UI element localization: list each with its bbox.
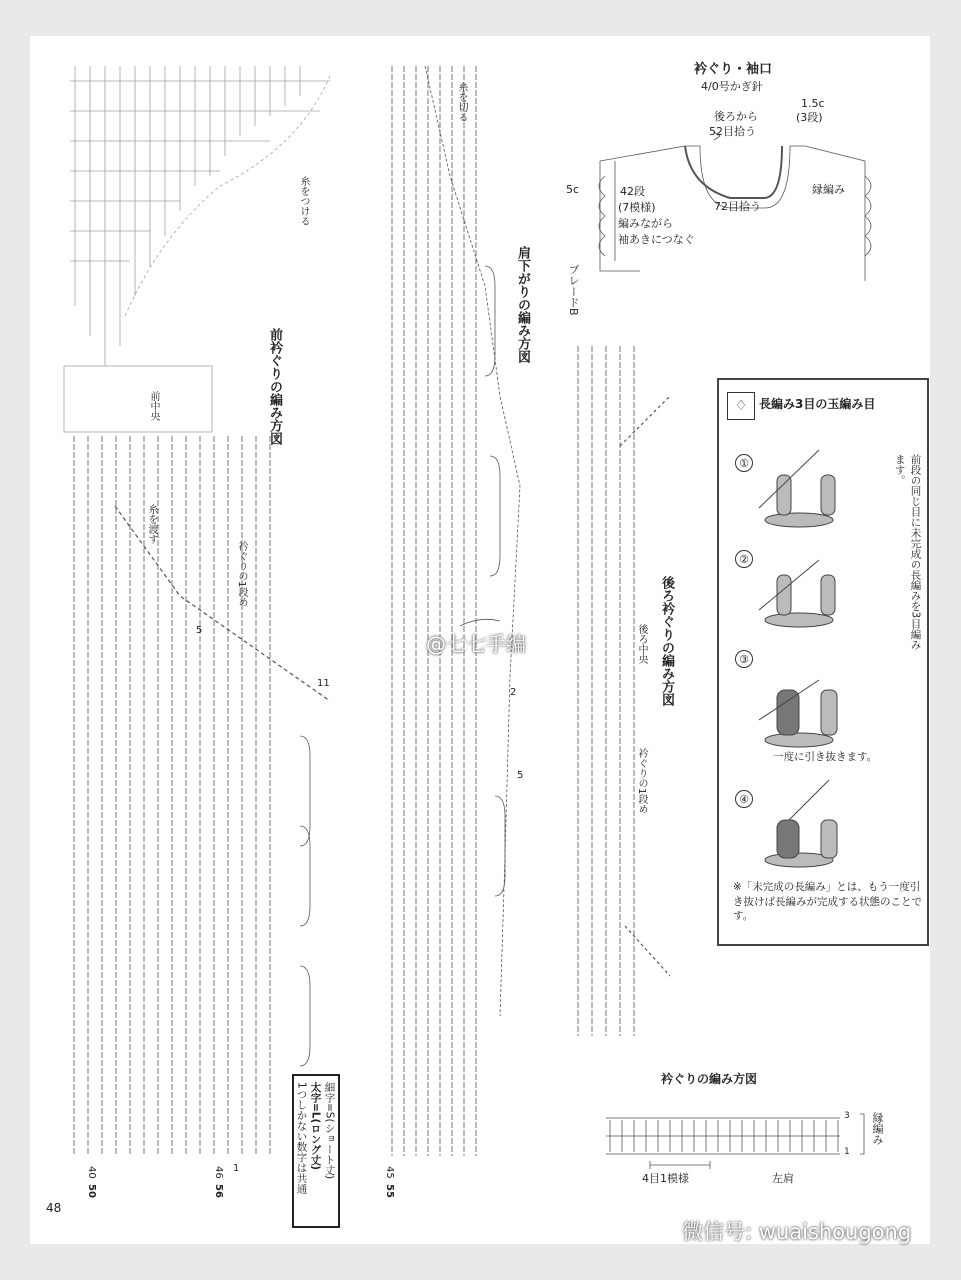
page-number: 48 bbox=[46, 1201, 62, 1215]
size-note-box bbox=[292, 1074, 340, 1228]
puff-stitch-legend bbox=[717, 378, 929, 946]
row-count: 42段 bbox=[620, 185, 645, 198]
puff-stitch-symbol-icon: ♢ bbox=[727, 392, 755, 420]
row-2-label: 2 bbox=[510, 687, 517, 698]
row-3-label: 3 bbox=[844, 1111, 850, 1121]
neck-row1-label: 衿ぐりの1段め bbox=[236, 541, 247, 608]
back-center-label: 後ろ中央 bbox=[636, 624, 647, 664]
left-height: 5c bbox=[566, 183, 580, 196]
front-pick-count: 72目拾う bbox=[714, 200, 761, 213]
bottom-watermark: 微信号: wuaishougong bbox=[682, 1220, 912, 1244]
cut-yarn-label: 糸を切る bbox=[456, 82, 467, 122]
edging-rows-label: 縁編み bbox=[871, 1112, 884, 1145]
edge-rows: (3段) bbox=[796, 111, 823, 124]
attach-yarn-label: 糸をつける bbox=[298, 176, 309, 226]
pattern-page bbox=[30, 36, 930, 1244]
row-5b-label: 5 bbox=[517, 770, 524, 781]
front-neck-chart-title: 前衿ぐりの編み方図 bbox=[267, 328, 282, 445]
stitch-illustrations bbox=[719, 380, 931, 948]
back-neck-chart-title: 後ろ衿ぐりの編み方図 bbox=[659, 576, 674, 706]
edge-height: 1.5c bbox=[801, 97, 825, 110]
left-shoulder-label: 左肩 bbox=[772, 1172, 794, 1185]
legend-title: 長編み3目の玉編み目 bbox=[759, 397, 876, 411]
front-center-label: 前中央 bbox=[148, 391, 159, 421]
repeat-count: (7模様) bbox=[618, 201, 656, 214]
step-4-number: ④ bbox=[735, 790, 753, 808]
back-neck-row1-label: 衿ぐりの1段め bbox=[636, 748, 647, 815]
neckband-chart-title: 衿ぐりの編み方図 bbox=[661, 1072, 758, 1086]
neck-cuff-title: 衿ぐり・袖口 bbox=[694, 62, 773, 77]
step-1-number: ① bbox=[735, 454, 753, 472]
count-40: 40 bbox=[86, 1166, 97, 1179]
back-pick-label: 後ろから bbox=[714, 110, 758, 123]
carry-yarn-label: 糸を渡す bbox=[146, 504, 157, 544]
row-5-label: 5 bbox=[196, 625, 203, 636]
step-3-number: ③ bbox=[735, 650, 753, 668]
back-pick-count: 52目拾う bbox=[709, 125, 756, 138]
center-watermark: @七七手编 bbox=[426, 632, 526, 656]
legend-note: ※「未完成の長編み」とは、もう一度引き抜けば長編みが完成する状態のことです。 bbox=[733, 881, 922, 923]
count-45: 45 bbox=[384, 1166, 395, 1179]
count-1: 1 bbox=[233, 1163, 240, 1174]
braid-label: ブレードB bbox=[567, 264, 580, 316]
shoulder-chart-title: 肩下がりの編み方図 bbox=[515, 246, 530, 363]
note-line-1: 細字=S(ショート丈) bbox=[323, 1082, 336, 1180]
note-line-2: 太字=L(ロング丈) bbox=[309, 1082, 322, 1171]
legend-desc: 前段の同じ目に未完成の長編みを3目編みます。 bbox=[893, 454, 922, 650]
row-11-label: 11 bbox=[317, 678, 330, 689]
count-56: 56 bbox=[213, 1184, 224, 1198]
hook-size: 4/0号かぎ針 bbox=[701, 80, 763, 93]
edging-label: 縁編み bbox=[812, 183, 845, 196]
join-line-1: 編みながら bbox=[618, 217, 673, 230]
count-46: 46 bbox=[213, 1166, 224, 1179]
note-line-3: 1つしかない数字は共通 bbox=[295, 1082, 308, 1194]
join-line-2: 袖あきにつなぐ bbox=[618, 233, 695, 246]
step-2-number: ② bbox=[735, 550, 753, 568]
count-55: 55 bbox=[384, 1184, 395, 1198]
count-50: 50 bbox=[86, 1184, 97, 1198]
row-1-label: 1 bbox=[844, 1147, 850, 1157]
step-3-text: 一度に引き抜きます。 bbox=[773, 751, 878, 763]
repeat-label: 4目1模様 bbox=[642, 1172, 689, 1185]
